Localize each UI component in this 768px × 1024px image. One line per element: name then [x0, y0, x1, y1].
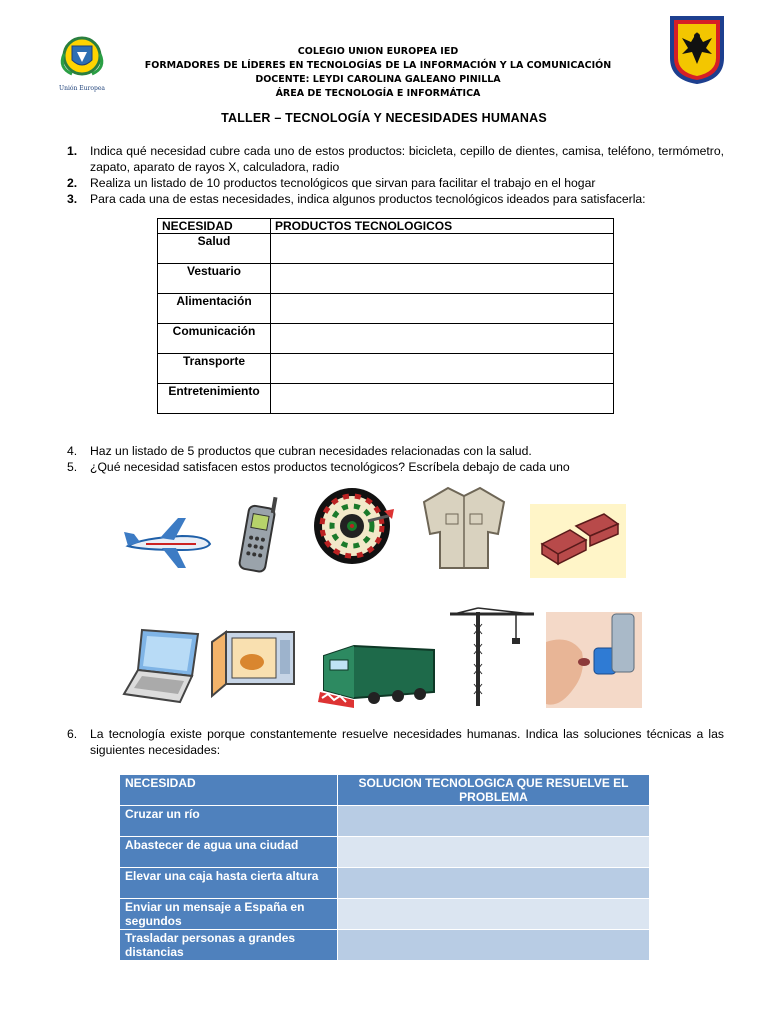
- table-row: [158, 234, 614, 264]
- answer-cell[interactable]: [338, 837, 650, 868]
- needs-products-table: [157, 218, 614, 414]
- inhaler-icon: [546, 612, 642, 708]
- question-number: 6.: [67, 727, 78, 741]
- answer-cell[interactable]: [338, 806, 650, 837]
- technical-solutions-table: [119, 774, 650, 961]
- header-area: ÁREA DE TECNOLOGÍA E INFORMÁTICA: [275, 88, 481, 99]
- answer-cell[interactable]: [271, 324, 614, 354]
- need-cell: Trasladar personas a grandes distancias: [120, 930, 338, 961]
- need-cell: Enviar un mensaje a España en segundos: [120, 899, 338, 930]
- need-cell: Salud: [158, 234, 271, 264]
- table-header-cell: NECESIDAD: [158, 219, 271, 234]
- question-3: [67, 191, 724, 207]
- table-header-row: [120, 775, 650, 806]
- table-row: [158, 384, 614, 414]
- question-text: Haz un listado de 5 productos que cubran necesidades relacionadas con la salud.: [90, 444, 532, 458]
- question-text: ¿Qué necesidad satisfacen estos productos tecnológicos? Escríbela debajo de cada uno: [90, 460, 570, 474]
- table-row: [120, 868, 650, 899]
- table-row: [120, 837, 650, 868]
- need-cell: Transporte: [158, 354, 271, 384]
- question-text: Para cada una de estas necesidades, indica algunos productos tecnológicos ideados para satisfacerla:: [90, 192, 646, 206]
- page-title: TALLER – TECNOLOGÍA Y NECESIDADES HUMANAS: [221, 111, 547, 125]
- answer-cell[interactable]: [271, 264, 614, 294]
- train-icon: [314, 626, 440, 712]
- header-teacher: DOCENTE: LEYDI CAROLINA GALEANO PINILLA: [255, 74, 501, 85]
- cellphone-icon: [236, 493, 282, 575]
- crane-icon: [448, 604, 536, 708]
- bricks-icon: [530, 504, 626, 578]
- question-number: 4.: [67, 444, 78, 458]
- question-number: 1.: [67, 144, 78, 158]
- question-number: 5.: [67, 460, 78, 474]
- answer-cell[interactable]: [271, 234, 614, 264]
- dartboard-icon: [312, 485, 394, 567]
- answer-cell[interactable]: [338, 930, 650, 961]
- school-crest-logo: [52, 34, 114, 98]
- answer-cell[interactable]: [338, 899, 650, 930]
- school-header: [120, 45, 636, 101]
- airplane-icon: [122, 512, 214, 572]
- table-row: [158, 264, 614, 294]
- bogota-shield-logo: [668, 14, 726, 84]
- need-cell: Entretenimiento: [158, 384, 271, 414]
- question-text: Realiza un listado de 10 productos tecnológicos que sirvan para facilitar el trabajo en el hogar: [90, 176, 596, 190]
- table-row: [120, 899, 650, 930]
- need-cell: Alimentación: [158, 294, 271, 324]
- table-row: [120, 930, 650, 961]
- svg-text:Unión Europea: Unión Europea: [59, 85, 105, 92]
- table-header-cell: NECESIDAD: [120, 775, 338, 806]
- question-6: [67, 726, 724, 758]
- need-cell: Vestuario: [158, 264, 271, 294]
- table-row: [120, 806, 650, 837]
- need-cell: Cruzar un río: [120, 806, 338, 837]
- question-number: 2.: [67, 176, 78, 190]
- question-1: [67, 143, 724, 175]
- question-text: La tecnología existe porque constantemente resuelve necesidades humanas. Indica las soluciones técnicas a las siguientes necesidades:: [90, 727, 724, 757]
- table-header-cell: PRODUCTOS TECNOLOGICOS: [271, 219, 614, 234]
- table-row: [158, 324, 614, 354]
- shirt-icon: [420, 484, 508, 570]
- answer-cell[interactable]: [271, 294, 614, 324]
- question-2: [67, 175, 724, 191]
- header-school-name: COLEGIO UNION EUROPEA IED: [297, 46, 459, 57]
- table-row: [158, 354, 614, 384]
- need-cell: Abastecer de agua una ciudad: [120, 837, 338, 868]
- question-4: [67, 443, 724, 459]
- microwave-icon: [206, 628, 296, 700]
- question-text: Indica qué necesidad cubre cada uno de estos productos: bicicleta, cepillo de dientes, camisa, teléfono, termómetro, zapato, aparato de rayos X, calculadora, radio: [90, 144, 724, 174]
- need-cell: Elevar una caja hasta cierta altura: [120, 868, 338, 899]
- question-5: [67, 459, 724, 475]
- table-header-row: [158, 219, 614, 234]
- answer-cell[interactable]: [271, 384, 614, 414]
- laptop-icon: [120, 624, 206, 706]
- header-tagline: FORMADORES DE LÍDERES EN TECNOLOGÍAS DE LA INFORMACIÓN Y LA COMUNICACIÓN: [144, 60, 612, 71]
- need-cell: Comunicación: [158, 324, 271, 354]
- table-header-cell: SOLUCION TECNOLOGICA QUE RESUELVE EL PROBLEMA: [338, 775, 650, 806]
- question-number: 3.: [67, 192, 78, 206]
- answer-cell[interactable]: [338, 868, 650, 899]
- table-row: [158, 294, 614, 324]
- answer-cell[interactable]: [271, 354, 614, 384]
